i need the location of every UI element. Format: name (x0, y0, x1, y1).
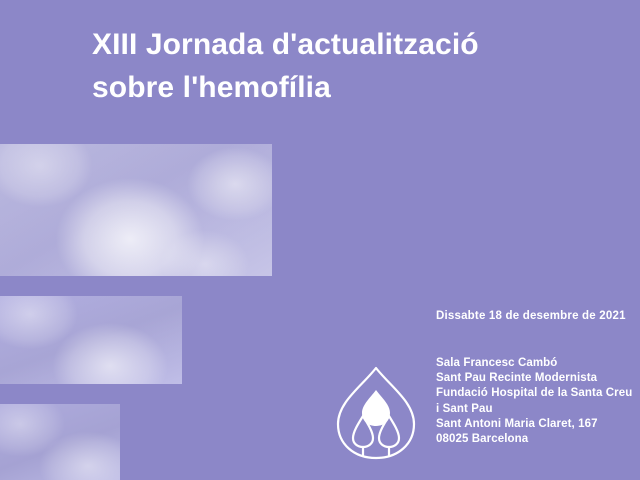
cells-photo-bottom-image (0, 404, 120, 480)
cells-photo-middle-image (0, 296, 182, 384)
venue-address (436, 356, 632, 447)
venue-line-1: Sala Francesc Cambó (436, 357, 558, 369)
title-line-2: sobre l'hemofília (92, 70, 331, 104)
venue-line-2: Sant Pau Recinte Modernista (436, 372, 598, 385)
venue-line-3: Fundació Hospital de la Santa Creu (436, 387, 633, 400)
sant-pau-drop-and-trees-logo-icon (330, 364, 422, 464)
page-title (92, 24, 612, 109)
venue-line-5: Sant Antoni Maria Claret, 167 (436, 417, 598, 430)
cells-photo-top-image (0, 144, 272, 276)
venue-line-6: 08025 Barcelona (436, 432, 529, 445)
venue-line-4: i Sant Pau (436, 402, 493, 415)
title-line-1: XIII Jornada d'actualització (92, 28, 479, 61)
event-date: Dissabte 18 de desembre de 2021 (436, 310, 626, 322)
